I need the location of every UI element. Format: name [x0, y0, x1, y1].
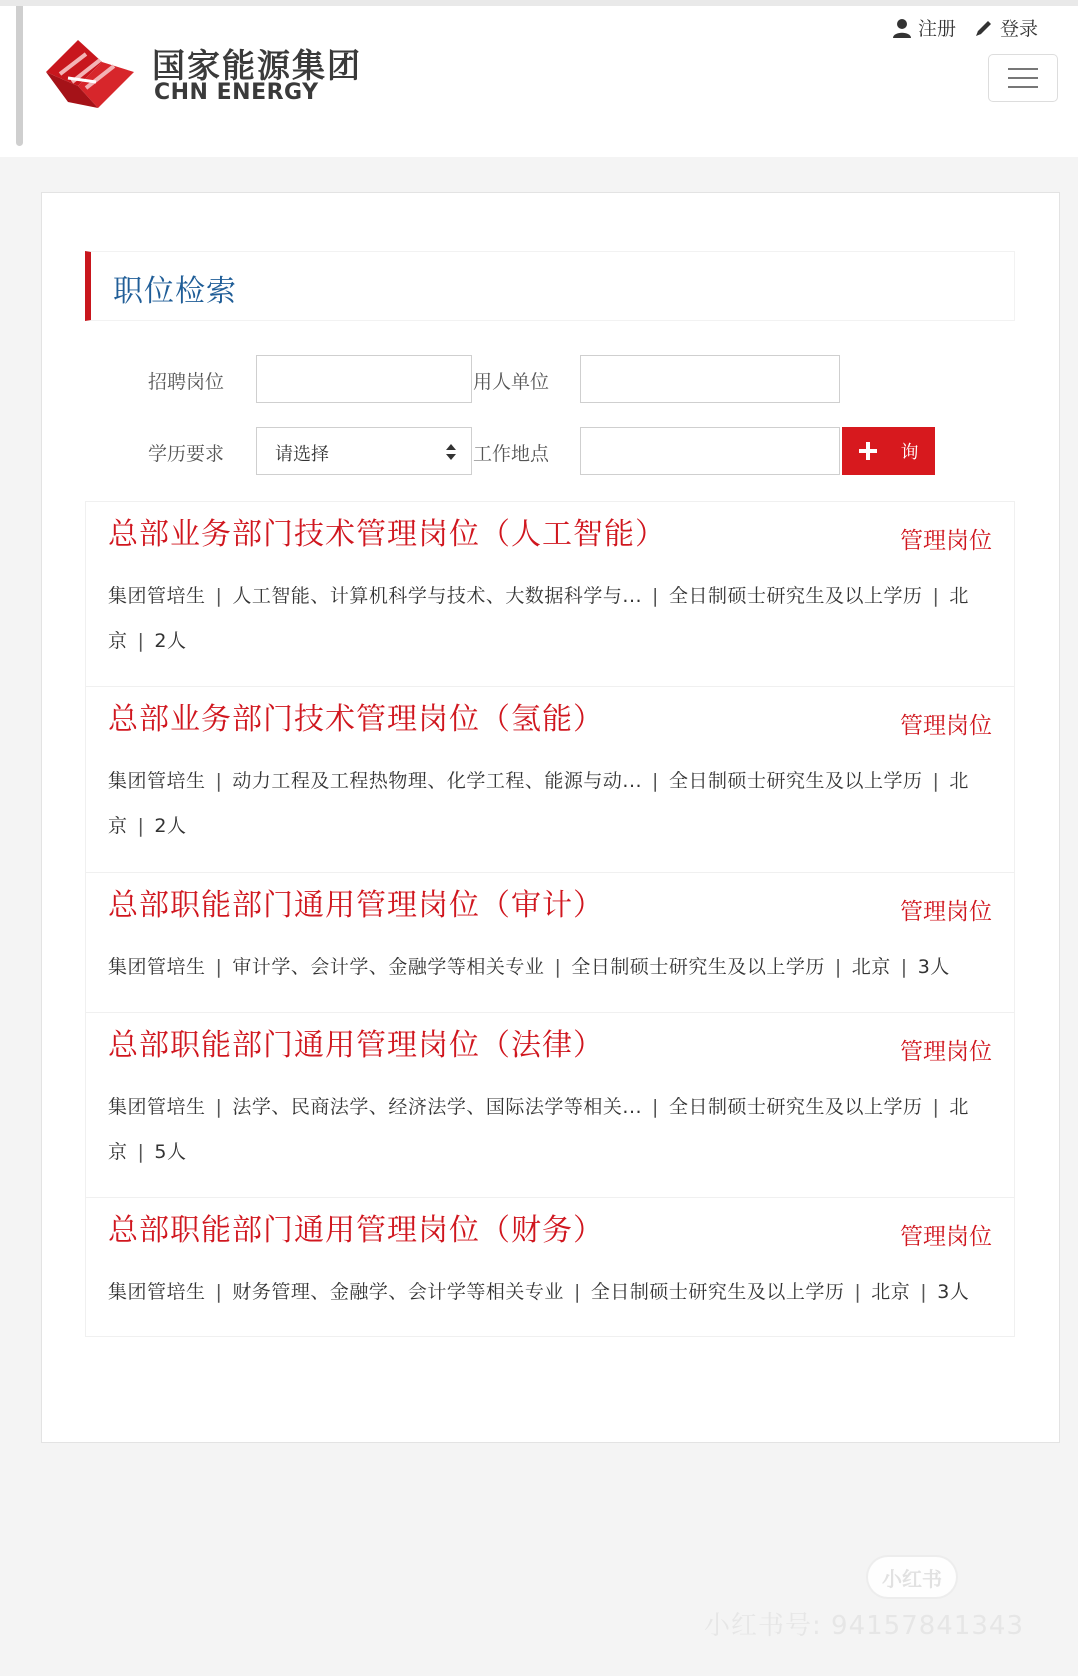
search-button[interactable]: [842, 427, 935, 475]
watermark-text: 小红书号: 94157841343: [704, 1611, 1024, 1641]
job-title[interactable]: 总部职能部门通用管理岗位（审计）: [108, 888, 604, 923]
pencil-icon: [974, 18, 994, 38]
hamburger-menu-icon: [1008, 68, 1038, 70]
education-selected-value: 请选择: [275, 444, 329, 465]
employer-label: 用人单位: [473, 371, 550, 393]
job-meta: 集团管培生 | 审计学、会计学、金融学等相关专业 | 全日制硕士研究生及以上学历 | 北京 | 3人: [108, 956, 950, 978]
position-label: 招聘岗位: [148, 371, 225, 393]
job-item[interactable]: [85, 686, 1015, 872]
job-title[interactable]: 总部职能部门通用管理岗位（财务）: [108, 1213, 604, 1248]
education-label: 学历要求: [148, 443, 225, 465]
job-item[interactable]: [85, 501, 1015, 686]
chn-energy-logo-icon: [38, 32, 142, 112]
search-form-row-2: [42, 427, 1061, 477]
register-link[interactable]: 注册: [917, 18, 956, 40]
job-type-tag: 管理岗位: [900, 899, 992, 925]
watermark-badge: 小红书: [866, 1555, 958, 1599]
job-type-tag: 管理岗位: [900, 713, 992, 739]
hamburger-menu-button[interactable]: [988, 54, 1058, 102]
brand-name-cn: 国家能源集团: [152, 46, 362, 85]
job-item[interactable]: [85, 1012, 1015, 1197]
select-arrows-icon: [445, 443, 457, 461]
brand-name-en: CHN ENERGY: [154, 80, 319, 105]
brand-logo[interactable]: [38, 28, 368, 118]
job-meta: 集团管培生 | 动力工程及工程热物理、化学工程、能源与动... | 全日制硕士研究生及以上学历 | 北京 | 2人: [108, 770, 969, 837]
job-meta: 集团管培生 | 法学、民商法学、经济法学、国际法学等相关... | 全日制硕士研究生及以上学历 | 北京 | 5人: [108, 1096, 969, 1163]
search-button-label: 询: [900, 442, 919, 463]
location-input[interactable]: [580, 427, 840, 475]
job-search-panel: [41, 192, 1060, 1443]
job-list: [85, 501, 1015, 1337]
search-form-row-1: [42, 355, 1061, 405]
scroll-indicator: [16, 6, 23, 146]
job-item[interactable]: [85, 1197, 1015, 1337]
auth-links: [892, 14, 1038, 41]
job-item[interactable]: [85, 872, 1015, 1012]
employer-input[interactable]: [580, 355, 840, 403]
job-type-tag: 管理岗位: [900, 528, 992, 554]
job-type-tag: 管理岗位: [900, 1039, 992, 1065]
job-title[interactable]: 总部业务部门技术管理岗位（氢能）: [108, 702, 604, 737]
position-input[interactable]: [256, 355, 472, 403]
section-title: 职位检索: [113, 274, 237, 309]
education-select[interactable]: [256, 427, 472, 475]
site-header: [0, 0, 1078, 157]
job-meta: 集团管培生 | 人工智能、计算机科学与技术、大数据科学与... | 全日制硕士研究生及以上学历 | 北京 | 2人: [108, 585, 969, 652]
plus-icon: [859, 442, 877, 460]
job-title[interactable]: 总部业务部门技术管理岗位（人工智能）: [108, 517, 666, 552]
login-link[interactable]: 登录: [999, 18, 1038, 40]
section-header: [85, 251, 1015, 321]
job-type-tag: 管理岗位: [900, 1224, 992, 1250]
job-meta: 集团管培生 | 财务管理、金融学、会计学等相关专业 | 全日制硕士研究生及以上学历 | 北京 | 3人: [108, 1281, 970, 1303]
user-icon: [892, 18, 912, 38]
job-title[interactable]: 总部职能部门通用管理岗位（法律）: [108, 1028, 604, 1063]
location-label: 工作地点: [473, 443, 550, 465]
